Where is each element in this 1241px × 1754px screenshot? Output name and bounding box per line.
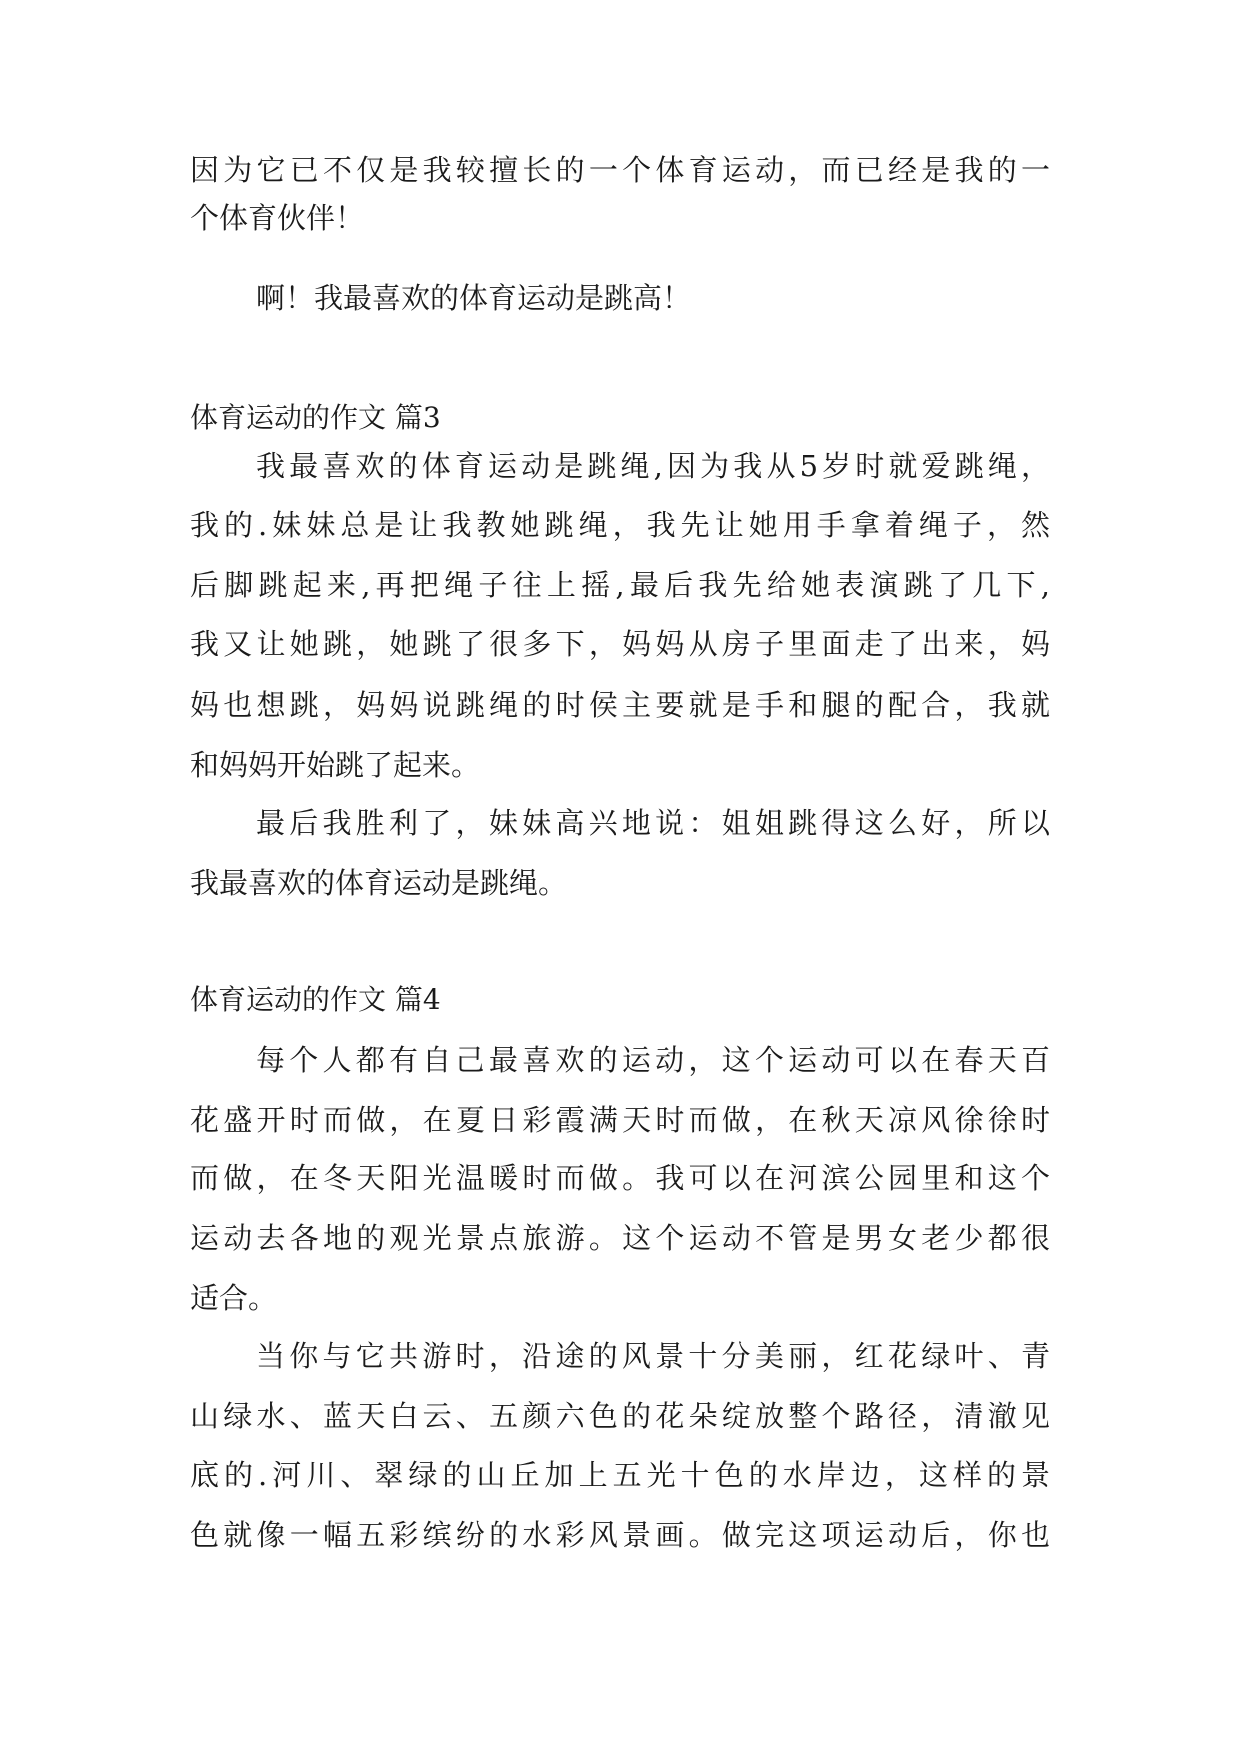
body-line: 花盛开时而做，在夏日彩霞满天时而做，在秋天凉风徐徐时 <box>190 1103 1050 1137</box>
body-line: 而做，在冬天阳光温暖时而做。我可以在河滨公园里和这个 <box>190 1161 1050 1195</box>
body-line: 底的.河川、翠绿的山丘加上五光十色的水岸边，这样的景 <box>190 1458 1050 1492</box>
body-line: 我又让她跳，她跳了很多下，妈妈从房子里面走了出来，妈 <box>190 627 1050 661</box>
body-line: 因为它已不仅是我较擅长的一个体育运动，而已经是我的一 <box>190 153 1050 187</box>
body-line: 后脚跳起来,再把绳子往上摇,最后我先给她表演跳了几下, <box>190 568 1050 602</box>
body-line: 和妈妈开始跳了起来。 <box>190 748 481 782</box>
body-line: 啊！我最喜欢的体育运动是跳高！ <box>256 281 692 315</box>
body-line: 我的.妹妹总是让我教她跳绳，我先让她用手拿着绳子，然 <box>190 508 1050 542</box>
body-line: 当你与它共游时，沿途的风景十分美丽，红花绿叶、青 <box>256 1339 1050 1373</box>
body-line: 每个人都有自己最喜欢的运动，这个运动可以在春天百 <box>256 1043 1050 1077</box>
body-line: 运动去各地的观光景点旅游。这个运动不管是男女老少都很 <box>190 1221 1050 1255</box>
body-line: 妈也想跳，妈妈说跳绳的时侯主要就是手和腿的配合，我就 <box>190 688 1050 722</box>
body-line: 我最喜欢的体育运动是跳绳,因为我从5岁时就爱跳绳， <box>256 449 1050 483</box>
section-heading: 体育运动的作文 篇4 <box>190 983 441 1016</box>
body-line: 个体育伙伴！ <box>190 201 365 235</box>
body-line: 适合。 <box>190 1281 278 1315</box>
section-heading: 体育运动的作文 篇3 <box>190 401 441 434</box>
body-line: 我最喜欢的体育运动是跳绳。 <box>190 866 568 900</box>
body-line: 山绿水、蓝天白云、五颜六色的花朵绽放整个路径，清澈见 <box>190 1399 1050 1433</box>
body-line: 色就像一幅五彩缤纷的水彩风景画。做完这项运动后，你也 <box>190 1518 1050 1552</box>
body-line: 最后我胜利了，妹妹高兴地说：姐姐跳得这么好，所以 <box>256 806 1050 840</box>
